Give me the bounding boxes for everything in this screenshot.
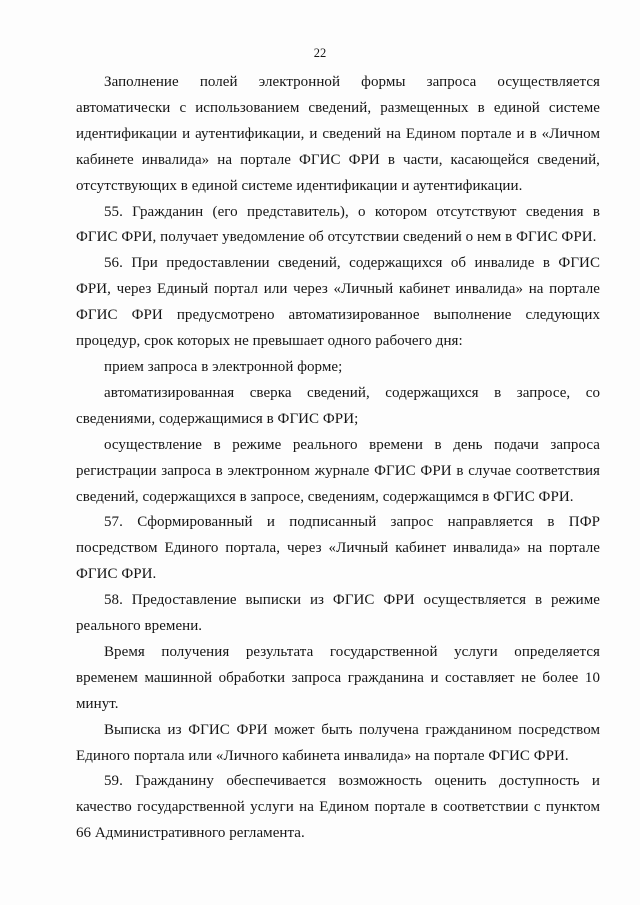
paragraph-extract-access: Выписка из ФГИС ФРИ может быть получена гражданином посредством Единого портала или «Личного кабинета инвалида» на портале ФГИС ФРИ. — [76, 721, 600, 764]
paragraph-56: 56. При предоставлении сведений, содержащихся об инвалиде в ФГИС ФРИ, через Единый портал или через «Личный кабинет инвалида» на портале ФГИС ФРИ предусмотрено автоматизированное выполнение следующих процедур, срок которых не превышает одного рабочего дня: — [76, 255, 600, 350]
paragraph-58: 58. Предоставление выписки из ФГИС ФРИ осуществляется в режиме реального времени. — [76, 592, 600, 635]
procedure-item-registration: осуществление в режиме реального времени в день подачи запроса регистрации запроса в электронном журнале ФГИС ФРИ в случае соответствия сведений, содержащихся в запросе, сведениям, содержащимся в ФГИС ФРИ. — [76, 436, 600, 505]
procedure-item-request-receipt: прием запроса в электронной форме; — [104, 358, 343, 375]
paragraph-intro: Заполнение полей электронной формы запроса осуществляется автоматически с использованием сведений, размещенных в единой системе идентификации и аутентификации, и сведений на Едином портале и в «Личном кабинете инвалида» на портале ФГИС ФРИ в части, касающейся сведений, отсутствующих в единой системе идентификации и аутентификации. — [76, 74, 600, 194]
paragraph-57: 57. Сформированный и подписанный запрос направляется в ПФР посредством Единого портала, через «Личный кабинет инвалида» на портале ФГИС ФРИ. — [76, 514, 600, 583]
paragraph-59: 59. Гражданину обеспечивается возможность оценить доступность и качество государственной услуги на Едином портале в соответствии с пунктом 66 Административного регламента. — [76, 773, 600, 842]
page-number: 22 — [313, 46, 327, 60]
procedure-item-data-check: автоматизированная сверка сведений, содержащихся в запросе, со сведениями, содержащимися в ФГИС ФРИ; — [76, 384, 600, 427]
body-text — [76, 70, 600, 847]
paragraph-55: 55. Гражданин (его представитель), о котором отсутствуют сведения в ФГИС ФРИ, получает уведомление об отсутствии сведений о нем в ФГИС ФРИ. — [76, 203, 600, 246]
paragraph-processing-time: Время получения результата государственной услуги определяется временем машинной обработки запроса гражданина и составляет не более 10 минут. — [76, 643, 600, 712]
